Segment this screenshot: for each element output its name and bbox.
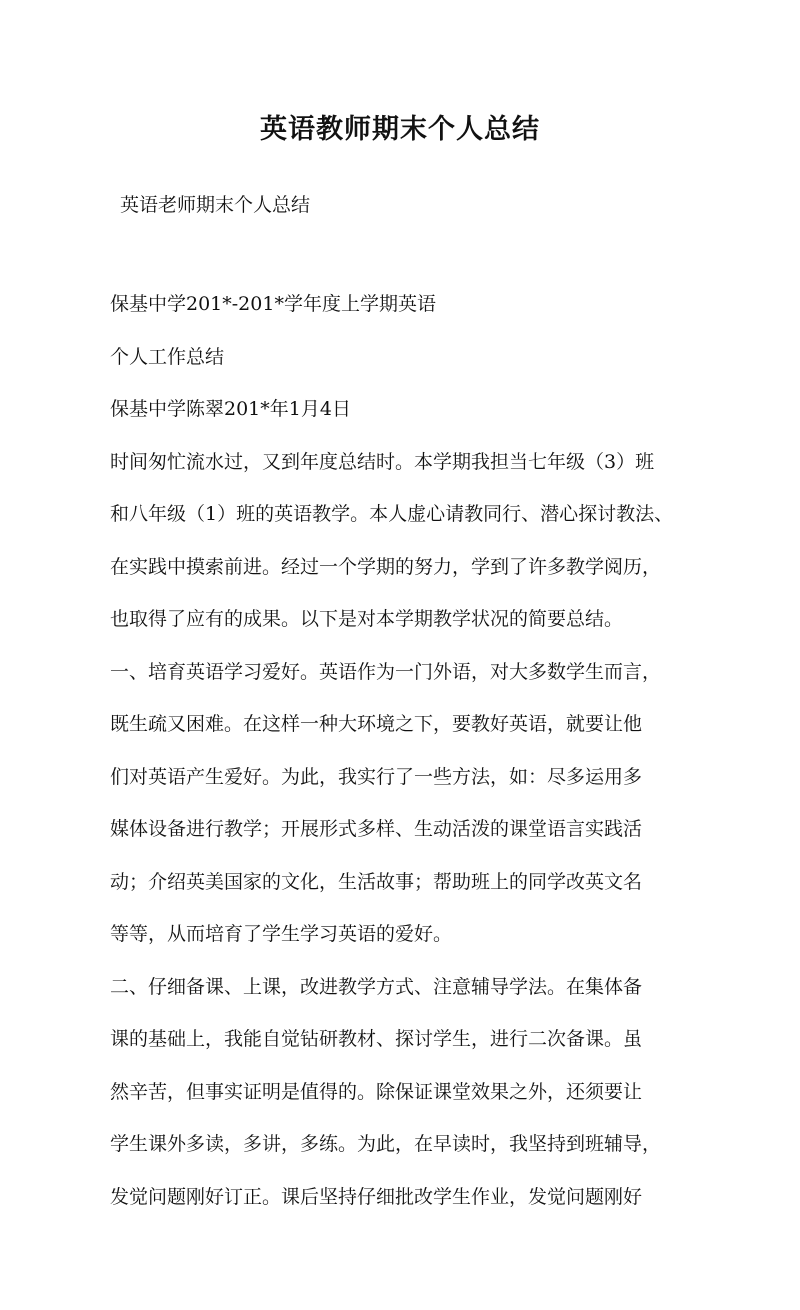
text-line: 在实践中摸索前进。经过一个学期的努力，学到了许多教学阅历， bbox=[110, 555, 662, 578]
text-line: 保基中学陈翠201*年1月4日 bbox=[110, 398, 351, 420]
text-line: 们对英语产生爱好。为此，我实行了一些方法，如：尽多运用多 bbox=[110, 765, 643, 788]
text-line: 等等，从而培育了学生学习英语的爱好。 bbox=[110, 923, 453, 945]
text-line: 和八年级（1）班的英语教学。本人虚心请教同行、潜心探讨教法、 bbox=[110, 503, 674, 525]
text-line: 学生课外多读，多讲，多练。为此，在早读时，我坚持到班辅导， bbox=[110, 1133, 662, 1155]
document-title: 英语教师期末个人总结 bbox=[260, 114, 540, 145]
text-line: 保基中学201*-201*学年度上学期英语 bbox=[110, 293, 436, 315]
text-line: 发觉问题刚好订正。课后坚持仔细批改学生作业，发觉问题刚好 bbox=[110, 1185, 643, 1208]
text-line: 也取得了应有的成果。以下是对本学期教学状况的简要总结。 bbox=[110, 608, 624, 630]
document-body bbox=[110, 286, 700, 1231]
text-line: 课的基础上，我能自觉钻研教材、探讨学生，进行二次备课。虽 bbox=[110, 1028, 643, 1050]
document-subtitle: 英语老师期末个人总结 bbox=[120, 194, 311, 216]
text-line: 时间匆忙流水过，又到年度总结时。本学期我担当七年级（3）班 bbox=[110, 450, 655, 473]
text-line: 二、仔细备课、上课，改进教学方式、注意辅导学法。在集体备 bbox=[110, 975, 643, 998]
text-line: 个人工作总结 bbox=[110, 345, 225, 368]
text-line: 然辛苦，但事实证明是值得的。除保证课堂效果之外，还须要让 bbox=[110, 1080, 643, 1103]
text-line: 动；介绍英美国家的文化，生活故事；帮助班上的同学改英文名 bbox=[110, 870, 643, 893]
text-line: 媒体设备进行教学；开展形式多样、生动活泼的课堂语言实践活 bbox=[110, 818, 643, 840]
text-line: 一、培育英语学习爱好。英语作为一门外语，对大多数学生而言， bbox=[110, 660, 662, 683]
text-line: 既生疏又困难。在这样一种大环境之下，要教好英语，就要让他 bbox=[110, 713, 643, 735]
